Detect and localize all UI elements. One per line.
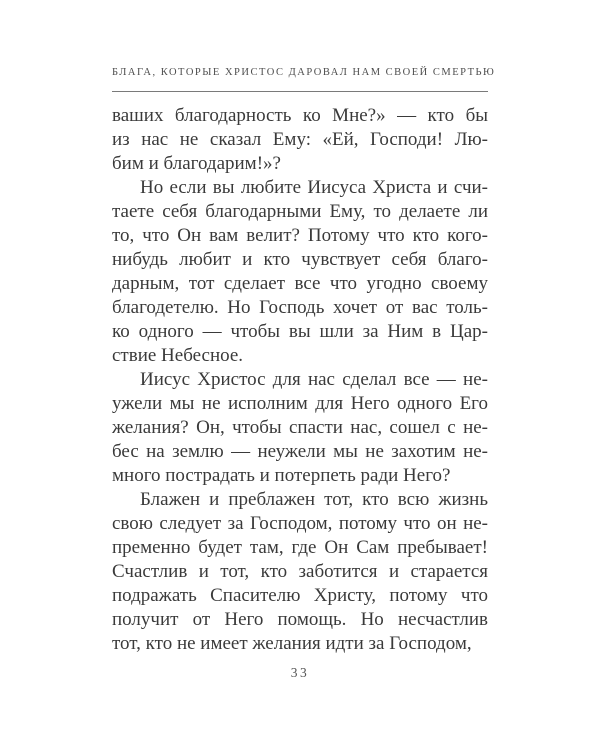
text-line: Но если вы любите Иисуса Христа и счи- (140, 177, 488, 198)
text-line: пременно будет там, где Он Сам пребывает! (112, 537, 488, 558)
text-line: то, что Он вам велит? Потому что кто кого- (112, 225, 488, 246)
text-line: подражать Спасителю Христу, потому что (112, 585, 488, 606)
text-line: из нас не сказал Ему: «Ей, Господи! Лю- (112, 129, 488, 150)
paragraph (112, 176, 488, 368)
body-text (112, 104, 488, 656)
header-rule (112, 91, 488, 92)
text-line: Иисус Христос для нас сделал все — не- (140, 369, 488, 390)
text-line: тот, кто не имеет желания идти за Господом, (112, 633, 472, 654)
text-line: получит от Него помощь. Но несчастлив (112, 609, 488, 630)
paragraph (112, 368, 488, 488)
text-line: ствие Небесное. (112, 345, 244, 366)
text-line: много пострадать и потерпеть ради Него? (112, 465, 451, 486)
paragraph (112, 104, 488, 176)
text-line: Блажен и преблажен тот, кто всю жизнь (140, 489, 488, 510)
text-line: ваших благодарность ко Мне?» — кто бы (112, 105, 488, 126)
paragraph (112, 488, 488, 656)
running-head: БЛАГА, КОТОРЫЕ ХРИСТОС ДАРОВАЛ НАМ СВОЕЙ СМЕРТЬЮ (112, 67, 496, 78)
text-line: бим и благодарим!»? (112, 153, 281, 174)
text-line: свою следует за Господом, потому что он не- (112, 513, 488, 534)
text-column (112, 0, 496, 681)
text-line: благодетелю. Но Господь хочет от вас толь- (112, 297, 488, 318)
text-line: желания? Он, чтобы спасти нас, сошел с не- (112, 417, 488, 438)
text-line: дарным, тот сделает все что угодно своему (112, 273, 488, 294)
text-line: ко одного — чтобы вы шли за Ним в Цар- (112, 321, 488, 342)
page-number: 33 (290, 665, 310, 680)
text-line: таете себя благодарными Ему, то делаете ли (112, 201, 488, 222)
text-line: ужели мы не исполним для Него одного Его (112, 393, 488, 414)
text-line: Счастлив и тот, кто заботится и старается (112, 561, 488, 582)
text-line: нибудь любит и кто чувствует себя благо- (112, 249, 488, 270)
text-line: бес на землю — неужели мы не захотим не- (112, 441, 488, 462)
